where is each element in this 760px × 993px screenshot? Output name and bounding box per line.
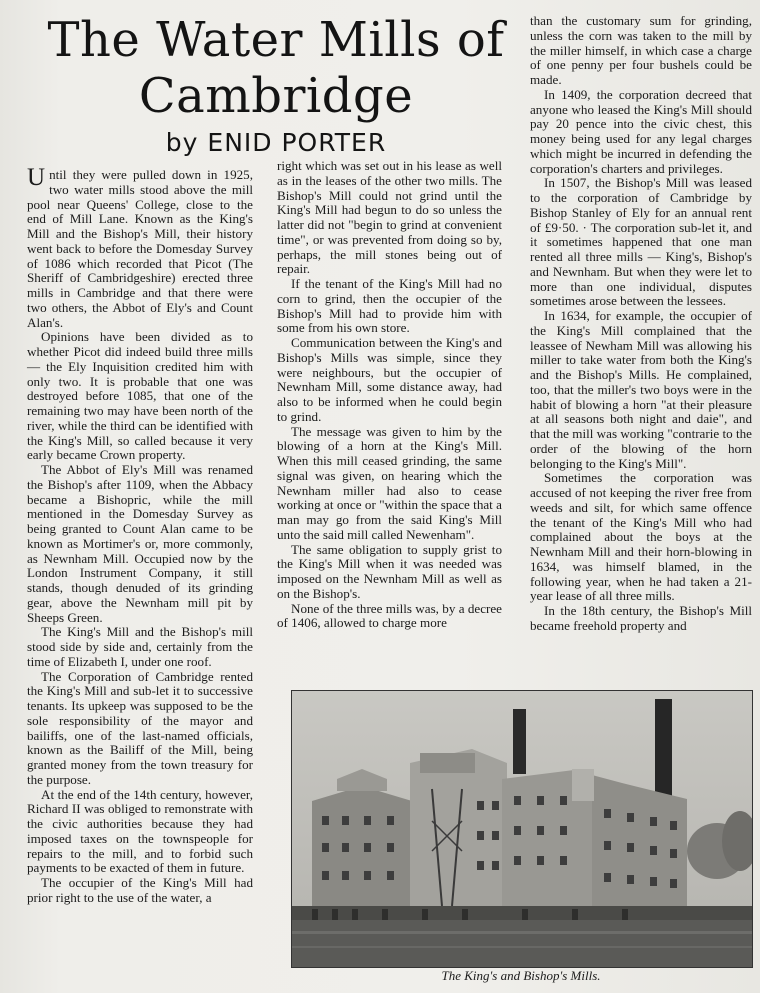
title-line-2: Cambridge xyxy=(138,68,414,124)
paragraph: The occupier of the King's Mill had prior right to the use of the water, a xyxy=(27,875,253,905)
photo-caption: The King's and Bishop's Mills. xyxy=(441,968,601,983)
title-line-1: The Water Mills of xyxy=(47,12,505,68)
paragraph: In the 18th century, the Bishop's Mill became freehold property and xyxy=(530,603,752,633)
paragraph: The message was given to him by the blowing of a horn at the King's Mill. When this mill ceased grinding, the same signal was given, on hearing which the Newnham miller had also to cease working at once or "within the space that a man may go from the said King's Mill unto the said mill called Newenham". xyxy=(277,423,502,542)
paragraph: In 1409, the corporation decreed that anyone who leased the King's Mill should pay 20 pence into the civic chest, this money being used for any legal charges which might be incurred in defending the corporation's charters and privileges. xyxy=(530,86,752,176)
drop-cap: U xyxy=(27,164,46,191)
paragraph: In 1507, the Bishop's Mill was leased to the corporation of Cambridge by Bishop Stanley of Ely for an annual rent of £9·50. · The corporation sub-let it, and it sometimes happened that one man rented all three mills — King's, Bishop's and Newnham. But when they were let to more than one individual, disputes sometimes arose between the lessees. xyxy=(530,175,752,309)
paragraph: If the tenant of the King's Mill had no corn to grind, then the occupier of the Bishop's Mill had to provide him with some from his own store. xyxy=(277,276,502,336)
paragraph: None of the three mills was, by a decree of 1406, allowed to charge more xyxy=(277,600,502,631)
paragraph: right which was set out in his lease as well as in the leases of the other two mills. The Bishop's Mill could not grind until the King's Mill had begun to do so unless the latter did not "begin to grind at convenient time", or was prevented from doing so by, perhaps, the mill stones being out of repair. xyxy=(277,158,502,277)
mills-photograph xyxy=(291,690,753,968)
paragraph: The same obligation to supply grist to the King's Mill when it was needed was imposed on the Newnham Mill as well as on the Bishop's. xyxy=(277,541,502,601)
paragraph: The Corporation of Cambridge rented the King's Mill and sub-let it to successive tenants. Its upkeep was supposed to be the sole responsibility of the mayor and bailiffs, one of the last-named officials, known as the Bailiff of the Mill, being granted money from the town treasury for the purpose. xyxy=(27,668,253,787)
paragraph: Sometimes the corporation was accused of not keeping the river free from weeds and silt, for which same offence the tenant of the King's Mill who had complained about the boys at the Newnham Mill and their horn-blowing in 1634, was himself blamed, in the following year, when he had taken a 21-year lease of all three mills. xyxy=(530,470,752,604)
paragraph: At the end of the 14th century, however, Richard II was obliged to remonstrate with the civic authorities because they had imposed taxes on the townspeople for repairs to the mill, and to forbid such payments to be exacted of them in future. xyxy=(27,786,253,876)
paragraph: The King's Mill and the Bishop's mill stood side by side and, certainly from the time of Elizabeth I, under one roof. xyxy=(27,624,253,669)
paragraph: Communication between the King's and Bishop's Mills was simple, since they were neighbours, but the occupier of Newnham Mill, some distance away, had also to be informed when he could begin to grind. xyxy=(277,335,502,424)
column-3 xyxy=(530,14,752,634)
paragraph: In 1634, for example, the occupier of the King's Mill complained that the leassee of Newham Mill was allowing his miller to take water from both the King's and the Bishop's Mills. He complained, too, that the miller's two boys were in the habit of blowing a horn "at their pleasure at all seasons both night and daie", and that the mill was working "contrarie to the order of the blowing of the horn belonging to the King's Mill". xyxy=(530,308,752,471)
article-title xyxy=(26,12,526,124)
column-1 xyxy=(27,164,253,906)
paragraph: than the customary sum for grinding, unless the corn was taken to the mill by the miller himself, in which case a charge of one penny per four bushels could be made. xyxy=(530,13,752,87)
paragraph-text: ntil they were pulled down in 1925, two water mills stood above the mill pool near Queens' College, close to the end of Mill Lane. Known as the King's Mill and the Bishop's Mill, their history went back to before the Domesday Survey of 1086 which recorded that Picot (The Sheriff of Cambridgeshire) erected three mills in Cambridge and that there were two others, the Abbot of Ely's and Count Alan's. xyxy=(27,167,253,330)
byline: by ENID PORTER xyxy=(165,128,387,157)
paragraph: Opinions have been divided as to whether Picot did indeed build three mills — the Ely Inquisition credited him with only two. It is probable that one was destroyed before 1085, that one of the remaining two may have been north of the river, while the third can be identified with the King's Mill, so called because it very early became Crown property. xyxy=(27,329,253,463)
paragraph: The Abbot of Ely's Mill was renamed the Bishop's after 1109, when the Abbacy became a Bishopric, while the mill mentioned in the Domesday Survey as being granted to Count Alan came to be known as Mortimer's or, more commonly, as Newnham Mill. Occupied now by the London Instrument Company, it still stands, though denuded of its grinding gear, above the Newnham mill pit by Sheeps Green. xyxy=(27,462,253,625)
column-2 xyxy=(277,159,502,631)
mills-illustration xyxy=(292,691,752,967)
paragraph xyxy=(27,164,253,330)
